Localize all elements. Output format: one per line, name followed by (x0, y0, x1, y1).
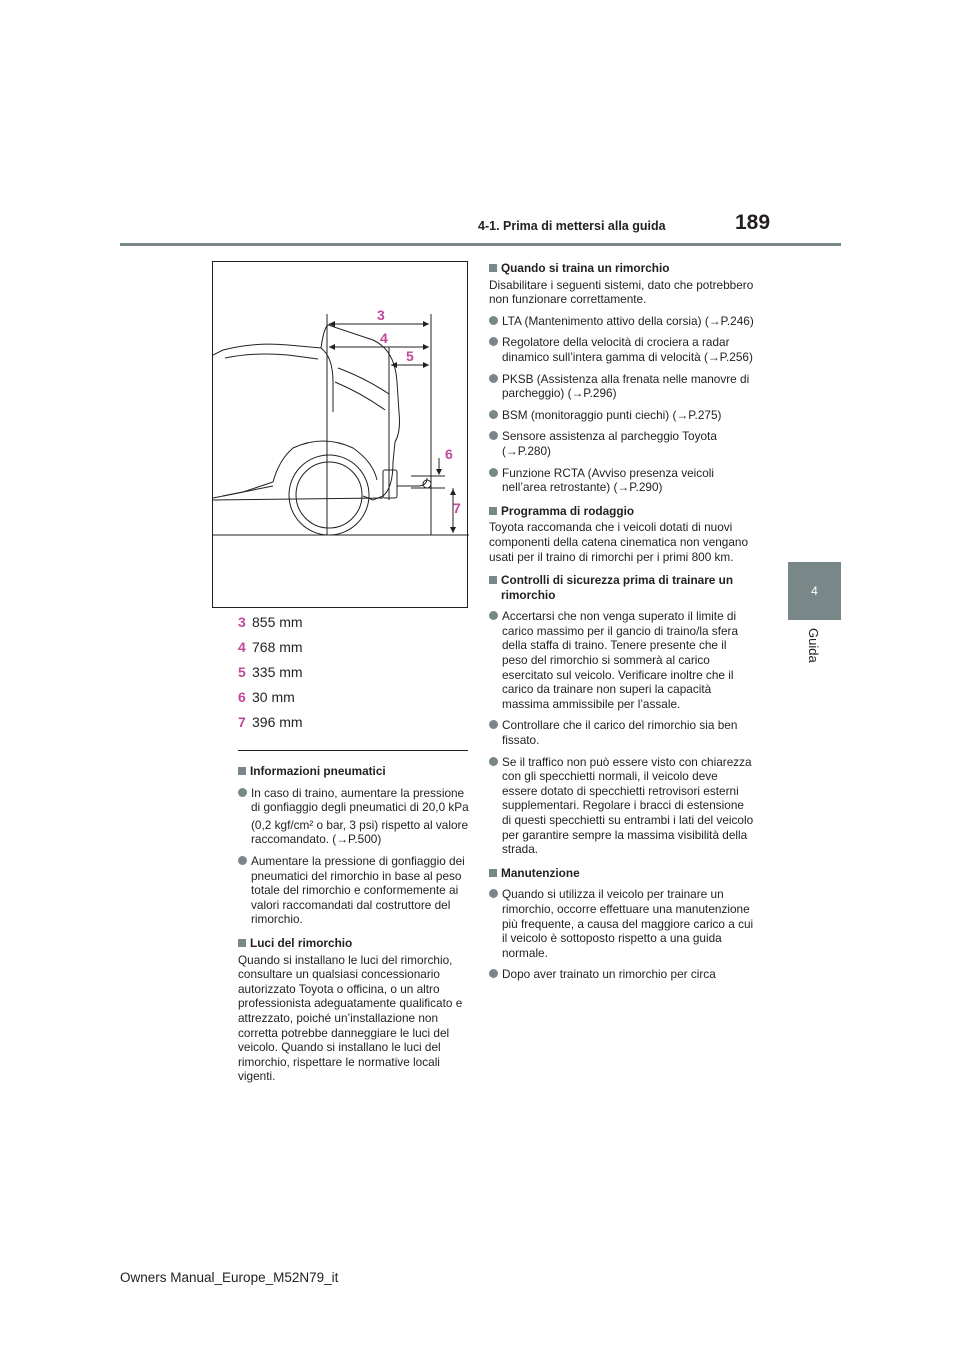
chapter-tab (788, 562, 841, 620)
list-item: Regolatore della velocità di crociera a radar dinamico sull’intera gamma di velocità (→P.256) (489, 335, 754, 364)
figure-callout-7: 7 (453, 500, 461, 516)
section-heading: Controlli di sicurezza prima di trainare un rimorchio (489, 573, 754, 602)
list-item: Se il traffico non può essere visto con chiarezza con gli specchietti normali, il veicolo deve essere dotato di specchietti retrovisori esterni supplementari. Regolare i bracci di estensione di questi specchietti su entrambi i lati del veicolo per garantire sempre la massima visibilità della strada. (489, 755, 754, 857)
round-bullet-icon (489, 337, 498, 346)
figure-callout-3: 3 (377, 307, 385, 323)
square-bullet-icon (238, 939, 246, 947)
round-bullet-icon (489, 969, 498, 978)
chapter-number: 4 (811, 584, 818, 598)
page-footer: Owners Manual_Europe_M52N79_it (120, 1270, 339, 1285)
round-bullet-icon (238, 788, 247, 797)
round-bullet-icon (489, 468, 498, 477)
paragraph: Toyota raccomanda che i veicoli dotati di nuovi componenti della catena cinematica non vengano usati per il traino di rimorchi per i primi 800 km. (489, 520, 749, 564)
dimension-list (238, 614, 303, 739)
vehicle-body-outline (213, 325, 400, 500)
square-bullet-icon (489, 576, 497, 584)
round-bullet-icon (489, 889, 498, 898)
round-bullet-icon (489, 431, 498, 440)
section-heading: Quando si traina un rimorchio (489, 261, 754, 276)
dimension-item: 7 396 mm (238, 714, 303, 730)
round-bullet-icon (489, 720, 498, 729)
dimension-item: 4 768 mm (238, 639, 303, 655)
list-item: PKSB (Assistenza alla frenata nelle manovre di parcheggio) (→P.296) (489, 372, 754, 401)
right-column (489, 255, 754, 982)
paragraph: Quando si installano le luci del rimorchio, consultare un qualsiasi concessionario autorizzato Toyota o officina, o un altro professionista adeguatamente qualificato e attrezzato, poiché un’installazione non corretta potrebbe danneggiare le luci del veicolo. Quando si installano le luci del rimorchio, rispettare le normative locali vigenti. (238, 952, 463, 1084)
square-bullet-icon (489, 869, 497, 877)
section-divider (238, 750, 468, 751)
list-item: Funzione RCTA (Avviso presenza veicoli nell’area retrostante) (→P.290) (489, 466, 754, 495)
section-heading: Programma di rodaggio (489, 504, 754, 519)
round-bullet-icon (238, 856, 247, 865)
dimension-item: 3 855 mm (238, 614, 303, 630)
round-bullet-icon (489, 316, 498, 325)
square-bullet-icon (489, 264, 497, 272)
section-heading: Luci del rimorchio (238, 936, 470, 951)
paragraph: Disabilitare i seguenti sistemi, dato che potrebbero non funzionare correttamente. (489, 277, 754, 307)
list-item: LTA (Mantenimento attivo della corsia) (→P.246) (489, 314, 754, 329)
round-bullet-icon (489, 410, 498, 419)
list-item: In caso di traino, aumentare la pressione di gonfiaggio degli pneumatici di 20,0 kPa (0,2 kgf/cm² o bar, 3 psi) rispetto al valore raccomandato. (→P.500) (238, 786, 470, 847)
square-bullet-icon (489, 507, 497, 515)
round-bullet-icon (489, 611, 498, 620)
header-rule (120, 243, 841, 246)
square-bullet-icon (238, 767, 246, 775)
list-item: Aumentare la pressione di gonfiaggio dei pneumatici del rimorchio in base al peso totale del rimorchio e conformemente ai valori raccomandati dal costruttore del rimorchio. (238, 854, 470, 927)
wheel-arch (213, 441, 377, 498)
figure-callout-5: 5 (406, 348, 414, 364)
round-bullet-icon (489, 757, 498, 766)
list-item: Quando si utilizza il veicolo per trainare un rimorchio, occorre effettuare una manutenzione più frequente, a causa del maggiore carico a cui il veicolo è sottoposto rispetto a una guida normale. (489, 887, 754, 960)
list-item: BSM (monitoraggio punti ciechi) (→P.275) (489, 408, 754, 423)
section-heading: Manutenzione (489, 866, 754, 881)
list-item: Dopo aver trainato un rimorchio per circa (489, 967, 754, 982)
list-item: Sensore assistenza al parcheggio Toyota (→P.280) (489, 429, 754, 458)
rear-wheel (289, 455, 369, 535)
section-heading: Informazioni pneumatici (238, 764, 470, 779)
dimension-item: 5 335 mm (238, 664, 303, 680)
dimension-arrowheads (329, 321, 456, 533)
chapter-label: Guida (806, 628, 821, 663)
round-bullet-icon (489, 374, 498, 383)
list-item: Controllare che il carico del rimorchio sia ben fissato. (489, 718, 754, 747)
dimension-item: 6 30 mm (238, 689, 295, 705)
list-item: Accertarsi che non venga superato il limite di carico massimo per il gancio di traino/la sfera della staffa di traino. Tenere presente che il peso del rimorchio si sommerà al carico esercitato sul veicolo. Verificare inoltre che il carico da trainare non superi la capacità massima ammissibile per l’assale. (489, 609, 754, 711)
page-number: 189 (735, 211, 771, 234)
figure-callout-6: 6 (445, 446, 453, 462)
towbar-dimension-figure (212, 261, 468, 608)
figure-callout-4: 4 (380, 330, 388, 346)
running-header-title: 4-1. Prima di mettersi alla guida (478, 219, 666, 233)
left-column (238, 758, 470, 1084)
vehicle-rear-illustration (213, 262, 469, 609)
